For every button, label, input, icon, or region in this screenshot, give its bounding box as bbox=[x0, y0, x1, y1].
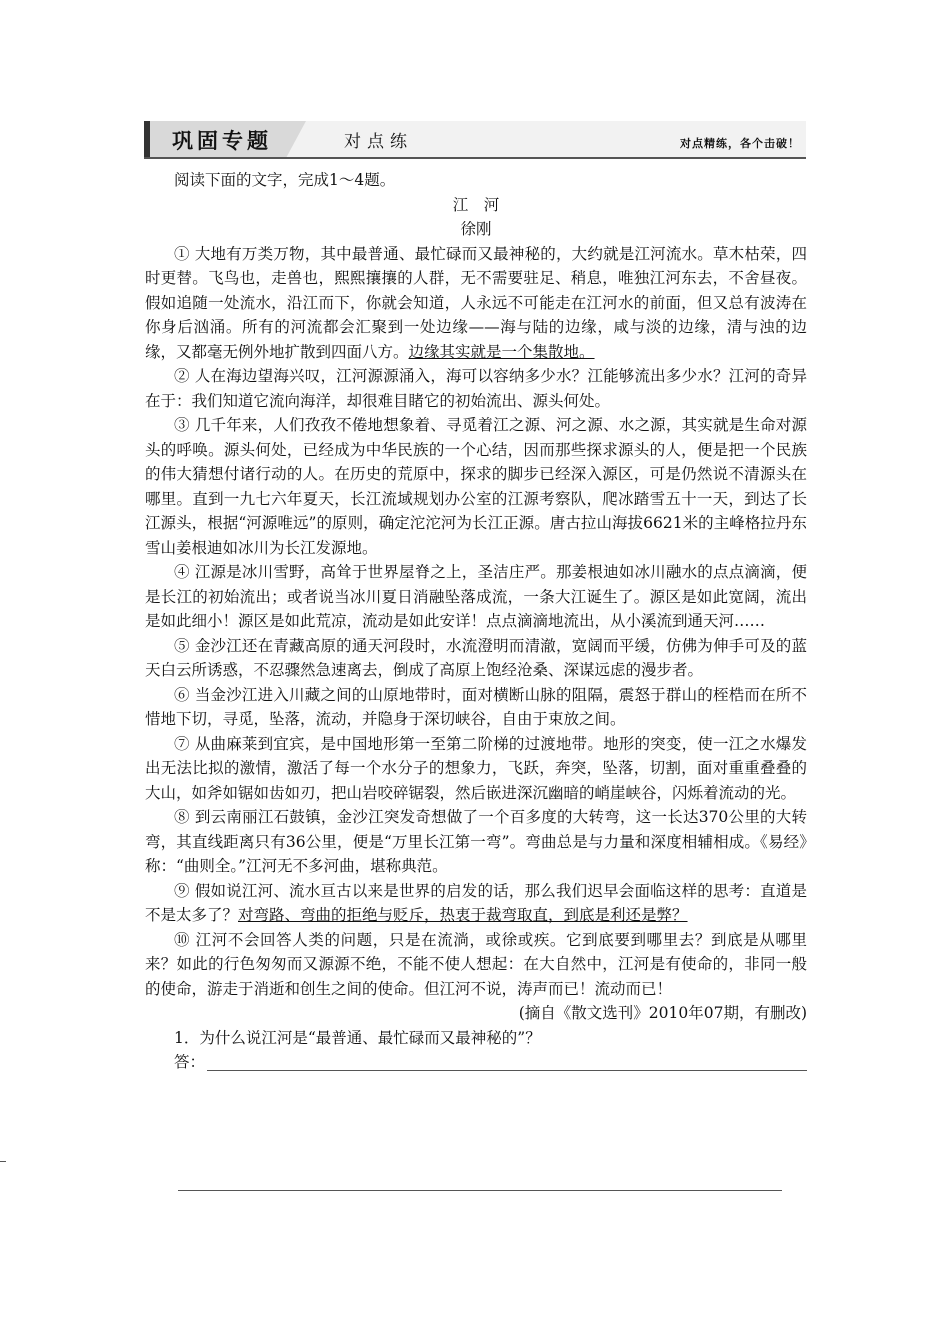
paragraph-6: ⑥ 当金沙江进入川藏之间的山原地带时，面对横断山脉的阻隔，震怒于群山的桎梏而在所不惜地下切，寻觅，坠落，流动，并隐身于深切峡谷，自由于束放之间。 bbox=[145, 685, 807, 728]
banner-slogan: 对点精练，各个击破！ bbox=[680, 137, 800, 150]
article-title: 江 河 bbox=[452, 195, 500, 214]
paragraph-7: ⑦ 从曲麻莱到宜宾，是中国地形第一至第二阶梯的过渡地带。地形的突变，使一江之水爆发出无法比拟的激情，激活了每一个水分子的想象力，飞跃，奔突，坠落，切割，面对重重叠叠的大山，如斧如锯如齿如刃，把山岩咬碎锯裂，然后嵌进深沉幽暗的峭崖峡谷，闪烁着流动的光。 bbox=[145, 734, 807, 802]
paragraph-4-text: ④ 江源是冰川雪野，高耸于世界屋脊之上，圣洁庄严。那姜根迪如冰川融水的点点滴滴，便是长江的初始流出；或者说当冰川夏日消融坠落成流，一条大江诞生了。源区是如此宽阔，流出是如此细小！源区是如此荒凉，流动是如此安详！点点滴滴地流出，从小溪流到通天河 bbox=[145, 563, 807, 630]
paragraph-9-text: ⑨ 假如说江河、流水亘古以来是世界的启发的话，那么我们迟早会面临这样的思考：直道是不是太多了？ bbox=[145, 881, 807, 924]
paragraph-5: ⑤ 金沙江还在青藏高原的通天河段时，水流澄明而清澈，宽阔而平缓，仿佛为伸手可及的蓝天白云所诱惑，不忍骤然急速离去，倒成了高原上饱经沧桑、深谋远虑的漫步者。 bbox=[145, 636, 807, 679]
answer-line[interactable] bbox=[145, 1050, 807, 1075]
banner-subtitle: 对点练 bbox=[344, 132, 413, 152]
answer-blank-2[interactable] bbox=[178, 1190, 782, 1191]
paragraph-4 bbox=[145, 560, 807, 634]
paragraph-8: ⑧ 到云南丽江石鼓镇，金沙江突发奇想做了一个百多度的大转弯，这一长达370公里的大转弯，其直线距离只有36公里，便是“万里长江第一弯”。弯曲总是与力量和深度相辅相成。《易经》称：“曲则全。”江河无不多河曲，堪称典范。 bbox=[145, 808, 807, 875]
ellipsis: …… bbox=[734, 612, 766, 630]
paragraph-3: ③ 几千年来，人们孜孜不倦地想象着、寻觅着江之源、河之源、水之源，其实就是生命对源头的呼唤。源头何处，已经成为中华民族的一个心结，因而那些探求源头的人，便是把一个民族的伟大猜想付诸行动的人。在历史的荒原中，探求的脚步已经深入源区，可是仍然说不清源头在哪里。直到一九七六年夏天，长江流域规划办公室的江源考察队，爬冰踏雪五十一天，到达了长江源头，根据“河源唯远”的原则，确定沱沱河为长江正源。唐古拉山海拔6621米的主峰格拉丹东雪山姜根迪如冰川为长江发源地。 bbox=[145, 416, 807, 557]
banner-rule bbox=[144, 157, 806, 159]
article-source: (摘自《散文选刊》2010年07期，有删改) bbox=[518, 1004, 807, 1022]
answer-dash bbox=[0, 1161, 6, 1162]
underlined-sentence-1: 边缘其实就是一个集散地。 bbox=[408, 342, 595, 361]
paragraph-1-text: ① 大地有万类万物，其中最普通、最忙碌而又最神秘的，大约就是江河流水。草木枯荣，四时更替。飞鸟也，走兽也，熙熙攘攘的人群，无不需要驻足、稍息，唯独江河东去，不舍昼夜。假如追随一处流水，沿江而下，你就会知道，人永远不可能走在江河水的前面，但又总有波涛在你身后汹涌。所有的河流都会汇聚到一处边缘——海与陆的边缘，咸与淡的边缘，清与浊的边缘，又都毫无例外地扩散到四面八方。 bbox=[145, 244, 807, 361]
banner-title: 巩固专题 bbox=[172, 129, 272, 153]
paragraph-9 bbox=[145, 879, 807, 928]
answer-blank-1[interactable] bbox=[207, 1070, 807, 1071]
banner-edge bbox=[144, 121, 150, 157]
paragraph-10: ⑩ 江河不会回答人类的问题，只是在流淌，或徐或疾。它到底要到哪里去？到底是从哪里来？如此的行色匆匆而又源源不绝，不能不使人想起：在大自然中，江河是有使命的，非同一般的使命，游走于消逝和创生之间的使命。但江河不说，涛声而已！流动而已！ bbox=[145, 930, 807, 998]
paragraph-2: ② 人在海边望海兴叹，江河源源涌入，海可以容纳多少水？江能够流出多少水？江河的奇异在于：我们知道它流向海洋，却很难目睹它的初始流出、源头何处。 bbox=[145, 367, 807, 410]
paragraph-1 bbox=[145, 242, 807, 365]
article-author: 徐刚 bbox=[460, 220, 492, 238]
reading-instruction: 阅读下面的文字，完成1～4题。 bbox=[174, 171, 396, 189]
answer-label: 答： bbox=[174, 1053, 206, 1071]
section-banner bbox=[144, 121, 806, 159]
question-1: 1．为什么说江河是“最普通、最忙碌而又最神秘的”？ bbox=[174, 1028, 541, 1047]
article-content bbox=[145, 168, 807, 1075]
underlined-sentence-2: 对弯路、弯曲的拒绝与贬斥，热衷于裁弯取直，到底是利还是弊？ bbox=[238, 906, 688, 924]
